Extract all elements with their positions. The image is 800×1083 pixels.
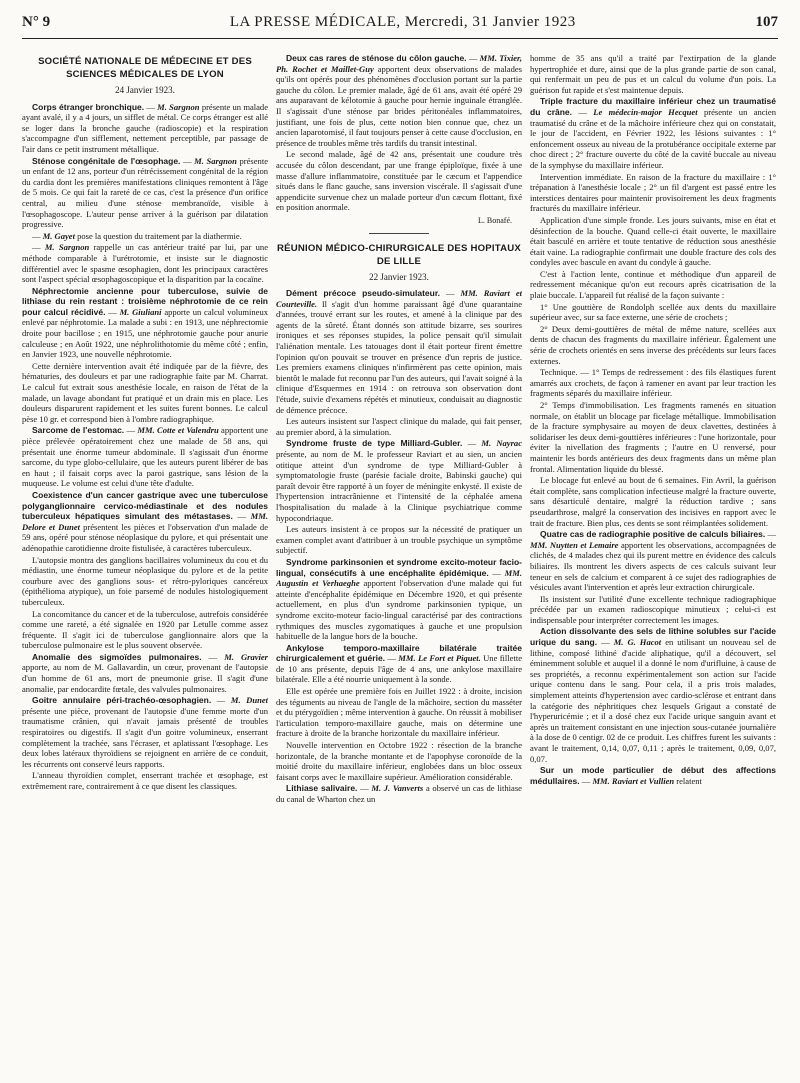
article-author: M. Gayet bbox=[42, 230, 75, 241]
article-author: M. Sargnon bbox=[44, 242, 90, 253]
article-paragraph: 1° Une gouttière de Rondolph scellée aux dents du maxillaire supérieur avec, sur sa face externe, une série de crochets ; bbox=[530, 301, 776, 323]
article-heading: Triple fracture du maxillaire inférieur chez un traumatisé du crâne. bbox=[530, 96, 776, 117]
article: Deux cas rares de sténose du côlon gauche. — MM. Tixier, Ph. Rochet et Maillet-Guy apportent deux observations de malades qu'ils ont opérés pour des phénomènes d'occlusion portant sur la partie gauche du côlon. Le premier malade, âgé de 61 ans, avait été opéré 29 ans auparavant de kélotomie à gauche pour hernie inguinale étranglée. Il s'agissait d'une sténose par brides péritonéales inflammatoires, justifiant, une fois de plus, cette notion bien connue que, chez un ancien laparotomisé, il faut toujours penser à cette cause d'occlusion, en présence de troubles même très tardifs du transit intestinal. bbox=[276, 53, 522, 148]
article-text: apportent deux observations de malades qu'ils ont opérés pour des phénomènes d'occlusion portant sur la partie gauche du côlon. Le premier malade, âgé de 61 ans, avait été opéré 29 ans auparavant de kélotomie à gauche pour hernie inguinale étranglée. Il s'agissait d'une sténose par brides péritonéales inflammatoires, justifiant, une fois de plus, cette notion bien connue que, chez un ancien laparotomisé, il faut toujours penser à cette cause d'occlusion, en présence de troubles même très tardifs du transit intestinal. bbox=[276, 63, 522, 148]
article-heading: Action dissolvante des sels de lithine solubles sur l'acide urique du sang. bbox=[530, 626, 776, 648]
article-paragraph: homme de 35 ans qu'il a traité par l'extirpation de la glande hypertrophiée et dure, ainsi que de la plus grande partie de son canal, qui renfermait un peu de pus et un calcul du volume d'un pois. La guérison fut rapide et s'est maintenue depuis. bbox=[530, 53, 776, 95]
article-text: Il s'agit d'un homme paraissant âgé d'une quarantaine d'années, trouvé errant sur les routes, et amené à la clinique par des agents de la sûreté. Étant donnés son attitude bizarre, ses sourires ironiques et ses réponses stupides, la police pensait qu'il simulait l'aliénation mentale. Les tatouages dont il était porteur firent émettre l'opinion qu'on pouvait se trouver en présence d'un repris de justice. Les premiers examens cliniques n'infirmèrent pas cette opinion, mais bientôt le malade fut reconnu par l'un des auteurs, qui l'avait soigné à la clinique d'Esquermes en 1914 : on retrouva son observation dont l'étude, suivie d'examens répétés et minutieux, conduisait au diagnostic de démence précoce. bbox=[276, 298, 522, 415]
section-title: SOCIÉTÉ NATIONALE DE MÉDECINE ET DES SCIENCES MÉDICALES DE LYON bbox=[38, 56, 252, 80]
article: Néphrectomie ancienne pour tuberculose, suivie de lithiase du rein restant : troisième néphrotomie de ce rein pour calcul récidivé. — M. Giuliani apporte un calcul volumineux enlevé par néphrotomie. La malade a subi : en 1913, une néphrectomie droite pour bacillose ; en 1915, une néphrotomie gauche pour anurie calculeuse ; en Août 1922, une néphrolithotomie du même côté ; enfin, en Janvier 1923, une nouvelle néphrotomie. bbox=[22, 285, 268, 360]
article-text: apportent une pièce prélevée opératoirement chez une malade de 58 ans, qui présentait une énorme tumeur abdominale. Il s'agissait d'un énorme sarcome, du type globo-cellulaire, que les auteurs purent libérer de bas en haut ; il faisait corps avec la paroi gastrique, sans lésion de la muqueuse. Le volume est celui d'une tête d'adulte. bbox=[22, 425, 268, 489]
article: Syndrome fruste de type Milliard-Gubler. — M. Nayrac présente, au nom de M. le professeur Raviart et au sien, un ancien otitique atteint d'un syndrome de type Milliard-Gubler à symptomatologie fruste (parésie faciale droite, Babinski gauche) qui paraît devoir être rapporté à un foyer de méningite enkysté. Il existe de l'hypertension intracrânienne et l'intensité de la céphalée amena l'hospitalisation du malade à la Clinique psychiatrique comme hypocondriaque. bbox=[276, 438, 522, 523]
article: Sarcome de l'estomac. — MM. Cotte et Valendru apportent une pièce prélevée opératoirement chez une malade de 58 ans, qui présentait une énorme tumeur abdominale. Il s'agissait d'un énorme sarcome, du type globo-cellulaire, que les auteurs purent libérer de bas en haut ; il faisait corps avec la paroi gastrique, sans lésion de la muqueuse. Le volume est celui d'une tête d'adulte. bbox=[22, 425, 268, 489]
divider bbox=[369, 233, 429, 234]
article-text: en utilisant un nouveau sel de lithine, composé lithiné d'acide aliphatique, qu'il a découvert, sel éminemment soluble et auquel il a donné le nom d'urifluine, à cause de ses propriétés, a reconnu expérimentalement son action sur l'acide urique contenu dans le sang. Pour cela, il a pris trois malades, simplement atteints d'hypertension avec cardio-sclérose et entrant dans la catégorie des néphritiques chez lesquels Grigaut a constaté de l'hyperuricémie ; et il a dosé chez eux l'acide urique sanguin avant et après un traitement consistant en une injection sous-cutanée journalière à la dose de 0 centigr. 02 de ce produit. Les chiffres furent les suivants : avant le traitement, 0,14, 0,07, 0,11 ; après le traitement, 0,09, 0,07, 0,07. bbox=[530, 637, 776, 764]
article-author: M. Sargnon bbox=[157, 101, 200, 112]
discussion: — M. Sargnon rappelle un cas antérieur traité par lui, par une méthode comparable à l'urétrotomie, et insiste sur le diagnostic différentiel avec le spasme œsophagien, dont les principaux caractères sont l'aspect spécial œsophagoscopique et la disparition par la cocaïne. bbox=[22, 242, 268, 285]
article-heading: Goitre annulaire péri-trachéo-œsophagien. bbox=[32, 695, 212, 706]
article: Syndrome parkinsonien et syndrome excito-moteur facio-lingual, consécutifs à une encéphalite épidémique. — MM. Augustin et Verhaeghe apportent l'observation d'une malade qui fut atteinte d'encéphalite épidémique en Décembre 1920, et qui présente actuellement, en plus d'un syndrome parkinsonien typique, un syndrome excito-moteur facio-lingual caractérisé par des contractions rythmiques des muscles zygomatiques à gauche et une propulsion habituelle de la langue hors de la bouche. bbox=[276, 556, 522, 642]
article-text: apportent l'observation d'une malade qui fut atteinte d'encéphalite épidémique en Décembre 1920, et qui présente actuellement, en plus d'un syndrome parkinsonien typique, un syndrome excito-moteur facio-lingual caractérisé par des contractions rythmiques des muscles zygomatiques à gauche et une propulsion habituelle de la langue hors de la bouche. bbox=[276, 578, 522, 642]
article-paragraph: Les auteurs insistent sur l'aspect clinique du malade, qui fait penser, au premier abord, à la simulation. bbox=[276, 416, 522, 437]
article-paragraph: Ils insistent sur l'utilité d'une excellente technique radiographique précédée par un examen radioscopique minutieux ; celui-ci est indispensable pour interpréter correctement les images. bbox=[530, 593, 776, 625]
article: Goitre annulaire péri-trachéo-œsophagien. — M. Dunet présente une pièce, provenant de l'autopsie d'une femme morte d'un traumatisme crânien, qui n'avait jamais présenté de troubles respiratoires ou digestifs. Il s'agit d'un goitre volumineux, enserrant complètement la trachée, sans l'écraser, et aplatissant l'œsophage. Les deux lobes latéraux thyroïdiens se rejoignent en arrière de ce conduit, les récurrents ont conservé leurs rapports. bbox=[22, 695, 268, 769]
article: Sur un mode particulier de début des affections médullaires. — MM. Raviart et Vullien relatent bbox=[530, 765, 776, 786]
article-author: M. Dunet bbox=[230, 695, 268, 706]
article-text: pose la question du traitement par la diathermie. bbox=[77, 230, 242, 241]
article-text: présente un enfant de 12 ans, porteur d'un rétrécissement congénital de la région du cardia dont les premières manifestations cliniques remontent à l'âge de 5 mois. Ce qui fait la rareté de ce cas, c'est la présence d'un orifice central, au milieu d'une sténose membranoïde, visible à l'œsophagoscope. L'auteur pense arriver à la guérison par dilatation progressive. bbox=[22, 155, 268, 230]
article-text: présente un malade ayant avalé, il y a 4 jours, un sifflet de métal. Ce corps étranger est allé se loger dans la bronche gauche (radioscopie) et la respiration s'accompagne d'un sifflement, nettement perceptible, par passage de l'air dans ce petit instrument métallique. bbox=[22, 101, 268, 154]
journal-title: LA PRESSE MÉDICALE, Mercredi, 31 Janvier 1923 bbox=[229, 14, 576, 30]
article-author: Le médecin-major Hecquet bbox=[593, 106, 698, 117]
article-heading: Dément précoce pseudo-simulateur. bbox=[286, 288, 441, 299]
article-paragraph: Le second malade, âgé de 42 ans, présentait une coudure très accusée du côlon descendant, par une frange épiploïque, fixée à une masse d'allure inflammatoire, constituée par le cæcum et l'appendice situés dans le flanc gauche, sans inversion viscérale. Il s'agissait d'une appendicite survenue chez un malade porteur d'un cæcum flottant, fixé en position anormale. bbox=[276, 149, 522, 213]
article-paragraph: L'autopsie montra des ganglions bacillaires volumineux du cou et du médiastin, une énorme tumeur néoplasique du pylore et de la petite courbure avec des ganglions sous- et rétro-pyloriques cancéreux (épithélioma atypique), un foie parsemé de nodules histologiquement tuberculeux. bbox=[22, 554, 268, 607]
article-text: apporte un calcul volumineux enlevé par néphrotomie. La malade a subi : en 1913, une néphrectomie droite pour bacillose ; en 1915, une néphrotomie gauche pour anurie calculeuse ; en Août 1922, une néphrolithotomie du même côté ; enfin, en Janvier 1923, une nouvelle néphrotomie. bbox=[22, 306, 268, 360]
article-text: présente, au nom de M. le professeur Raviart et au sien, un ancien otitique atteint d'un syndrome de type Milliard-Gubler à symptomatologie fruste (parésie faciale droite, Babinski gauche) qui paraît devoir être rapporté à un foyer de méningite enkysté. Il existe de l'hypertension intracrânienne et l'intensité de la céphalée amena l'hospitalisation du malade à la Clinique psychiatrique comme hypocondriaque. bbox=[276, 449, 522, 523]
article: Action dissolvante des sels de lithine solubles sur l'acide urique du sang. — M. G. Hacot en utilisant un nouveau sel de lithine, composé lithiné d'acide aliphatique, qu'il a découvert, sel éminemment soluble et auquel il a donné le nom d'urifluine, à cause de ses propriétés, a reconnu expérimentalement son action sur l'acide urique contenu dans le sang. Pour cela, il a pris trois malades, simplement atteints d'hypertension avec cardio-sclérose et entrant dans la catégorie des néphritiques chez lesquels Grigaut a constaté de l'hyperuricémie ; et il a dosé chez eux l'acide urique sanguin avant et après un traitement consistant en une injection sous-cutanée journalière à la dose de 0 centigr. 02 de ce produit. Les chiffres furent les suivants : avant le traitement, 0,14, 0,07, 0,11 ; après le traitement, 0,09, 0,07, 0,07. bbox=[530, 626, 776, 764]
article-text: présentent les pièces et l'observation d'un malade de 59 ans, opéré pour sténose néoplasique du pylore, et qui présentait une adénopathie carotidienne droite fistulisée, à caractères tuberculeux. bbox=[22, 521, 268, 553]
article-text: a observé un cas de lithiase du canal de Wharton chez un bbox=[276, 783, 522, 804]
article-paragraph: Technique. — 1° Temps de redressement : des fils élastiques furent amarrés aux crochets, de façon à ramener en avant par leur traction les fragments séparés du maxillaire inférieur. bbox=[530, 367, 776, 399]
article-heading: Lithiase salivaire. bbox=[286, 783, 358, 794]
article-heading: Anomalie des sigmoïdes pulmonaires. bbox=[32, 651, 202, 662]
article-author: M. Nayrac bbox=[481, 438, 522, 449]
column-1 bbox=[22, 53, 268, 1083]
article-heading: Sarcome de l'estomac. bbox=[32, 425, 125, 436]
column-2 bbox=[276, 53, 522, 1083]
article-text: rappelle un cas antérieur traité par lui, par une méthode comparable à l'urétrotomie, et insiste sur le diagnostic différentiel avec le spasme œsophagien, dont les principaux caractères sont l'aspect spécial œsophagoscopique et la disparition par la cocaïne. bbox=[22, 242, 268, 285]
article-paragraph: L'anneau thyroïdien complet, enserrant trachée et œsophage, est extrêmement rare, contrairement à ce que disent les classiques. bbox=[22, 770, 268, 791]
article: Anomalie des sigmoïdes pulmonaires. — M. Gravier apporte, au nom de M. Gallavardin, un cœur, provenant de l'autopsie d'un homme de 61 ans, mort de pneumonie grise. Il s'agit d'une anomalie, par endocardite fœtale, des valvules pulmonaires. bbox=[22, 651, 268, 694]
page-number: 107 bbox=[755, 14, 778, 30]
article-author: MM. Tixier, Ph. Rochet et Maillet-Guy bbox=[276, 53, 522, 74]
article: Sténose congénitale de l'œsophage. — M. Sargnon présente un enfant de 12 ans, porteur d'un rétrécissement congénital de la région du cardia dont les premières manifestations cliniques remontent à l'âge de 5 mois. Ce qui fait la rareté de ce cas, c'est la présence d'un orifice central, au milieu d'une sténose membranoïde, visible à l'œsophagoscope. L'auteur pense arriver à la guérison par dilatation progressive. bbox=[22, 155, 268, 230]
article-author: MM. Raviart et Courteville. bbox=[276, 288, 522, 309]
article-text: présente un ancien traumatisé du crâne et de la mâchoire inférieure chez qui on constatait, le jour de l'accident, en Février 1922, les lésions suivantes : 1° enfoncement osseux au niveau de la protubérance occipitale externe par choc direct ; 2° fracture ouverte du côté de la cavité buccale au niveau de la symphyse du maxillaire inférieur. bbox=[530, 106, 776, 170]
article-author: MM. Augustin et Verhaeghe bbox=[276, 567, 522, 589]
article-heading: Syndrome fruste de type Milliard-Gubler. bbox=[286, 438, 463, 449]
article-text: relatent bbox=[676, 775, 702, 786]
article: Triple fracture du maxillaire inférieur chez un traumatisé du crâne. — Le médecin-major Hecquet présente un ancien traumatisé du crâne et de la mâchoire inférieure chez qui on constatait, le jour de l'accident, en Février 1922, les lésions suivantes : 1° enfoncement osseux au niveau de la protubérance occipitale externe par choc direct ; 2° fracture ouverte du côté de la cavité buccale au niveau de la symphyse du maxillaire inférieur. bbox=[530, 96, 776, 170]
article-paragraph: Intervention immédiate. En raison de la fracture du maxillaire : 1° trépanation à l'anesthésie locale ; 2° un fil d'argent est passé entre les interstices dentaires pour maintenir provisoirement les deux fragments fracturés du maxillaire inférieur. bbox=[530, 171, 776, 214]
article-author: MM. Cotte et Valendru bbox=[137, 425, 219, 436]
article-author: M. G. Hacot bbox=[613, 637, 662, 648]
article-heading: Quatre cas de radiographie positive de calculs biliaires. bbox=[540, 529, 766, 540]
discussion: — M. Gayet pose la question du traitement par la diathermie. bbox=[32, 230, 242, 241]
article-heading: Corps étranger bronchique. bbox=[32, 101, 145, 112]
issue-number: N° 9 bbox=[22, 14, 51, 30]
session-date: 22 Janvier 1923. bbox=[369, 271, 429, 282]
signature: L. Bonafé. bbox=[478, 215, 512, 225]
article-author: MM. Raviart et Vullien bbox=[592, 775, 675, 786]
article: Quatre cas de radiographie positive de calculs biliaires. — MM. Nuytten et Lemaire apportent les observations, accompagnées de clichés, de 4 malades chez qui ils purent mettre en évidence des calculs biliaires. Ils montrent les divers aspects de ces calculs suivant leur teneur en sels de calcium et comparent à ce sujet des radiographies de vésicules avant l'intervention et après leur extraction chirurgicale. bbox=[530, 529, 776, 593]
article: Corps étranger bronchique. — M. Sargnon présente un malade ayant avalé, il y a 4 jours, un sifflet de métal. Ce corps étranger est allé se loger dans la bronche gauche (radioscopie) et la respiration s'accompagne d'un sifflement, nettement perceptible, par passage de l'air dans ce petit instrument métallique. bbox=[22, 101, 268, 154]
article-paragraph: Nouvelle intervention en Octobre 1922 : résection de la branche horizontale, de la branche montante et de l'apophyse coronoïde de la moitié droite du maxillaire inférieur, englobées dans un bloc osseux faisant corps avec le maxillaire supérieur. Amélioration considérable. bbox=[276, 740, 522, 782]
article-heading: Néphrectomie ancienne pour tuberculose, suivie de lithiase du rein restant : troisième néphrotomie de ce rein pour calcul récidivé. bbox=[22, 285, 268, 317]
section-title: RÉUNION MÉDICO-CHIRURGICALE DES HOPITAUX DE LILLE bbox=[277, 242, 521, 267]
article-heading: Sur un mode particulier de début des affections médullaires. bbox=[530, 765, 776, 786]
article: Coexistence d'un cancer gastrique avec une tuberculose polyganglionnaire cervico-médiastinale et des nodules tuberculeux hépatiques simulant des métastases. — MM. Delore et Dunet présentent les pièces et l'observation d'un malade de 59 ans, opéré pour sténose néoplasique du pylore, et qui présentait une adénopathie carotidienne droite fistulisée, à caractères tuberculeux. bbox=[22, 489, 268, 553]
article-heading: Deux cas rares de sténose du côlon gauche. bbox=[286, 53, 467, 63]
article-paragraph: Application d'une simple fronde. Les jours suivants, mise en état et désinfection de la bouche. Quand celle-ci était ouverte, le maxillaire était basculé en arrière et toute tentative de réduction sous anesthésie était vaine. La radiographie confirmait une double fracture des cols des condyles avec bascule en avant du condyle à gauche. bbox=[530, 214, 776, 268]
article-heading: Ankylose temporo-maxillaire bilatérale traitée chirurgicalement et guérie. bbox=[276, 642, 522, 664]
article-author: MM. Le Fort et Piquet. bbox=[398, 653, 481, 664]
article-heading: Syndrome parkinsonien et syndrome excito-moteur facio-lingual, consécutifs à une encéphalite épidémique. bbox=[276, 556, 522, 578]
article-paragraph: La concomitance du cancer et de la tuberculose, autrefois considérée comme une rareté, a été signalée en 1920 par Letulle comme assez fréquente. Il s'agit ici de tuberculose ganglionnaire alors que la tuberculose pulmonaire est le plus souvent observée. bbox=[22, 608, 268, 651]
article-text: présente une pièce, provenant de l'autopsie d'une femme morte d'un traumatisme crânien, qui n'avait jamais présenté de troubles respiratoires ou digestifs. Il s'agit d'un goitre volumineux, enserrant complètement la trachée, sans l'écraser, et aplatissant l'œsophage. Les deux lobes latéraux thyroïdiens se rejoignent en arrière de ce conduit, les récurrents ont conservé leurs rapports. bbox=[22, 705, 268, 769]
article: Lithiase salivaire. — M. J. Vanverts a observé un cas de lithiase du canal de Wharton chez un bbox=[276, 783, 522, 804]
article-heading: Sténose congénitale de l'œsophage. bbox=[32, 155, 181, 166]
session-date: 24 Janvier 1923. bbox=[115, 85, 175, 95]
page-header bbox=[22, 14, 778, 39]
article-paragraph: 2° Deux demi-gouttières de métal de même nature, scellées aux dents de chacun des fragments du maxillaire inférieur. Également une série de crochets orientés en sens inverse des précédents sur leurs faces externes. bbox=[530, 323, 776, 366]
article: Dément précoce pseudo-simulateur. — MM. Raviart et Courteville. Il s'agit d'un homme paraissant âgé d'une quarantaine d'années, trouvé errant sur les routes, et amené à la clinique par des agents de la sûreté. Étant donnés son attitude bizarre, ses sourires ironiques et ses réponses stupides, la police pensait qu'il simulait l'aliénation mentale. Les tatouages dont il était porteur firent émettre l'opinion qu'on pouvait se trouver en présence d'un repris de justice. Les premiers examens cliniques n'infirmèrent pas cette opinion, mais bientôt le malade fut reconnu par l'un des auteurs, qui l'avait soigné à la clinique d'Esquermes en 1914 : on retrouva son observation dont l'étude, suivie d'examens répétés et minutieux, conduisait au diagnostic de démence précoce. bbox=[276, 288, 522, 415]
article-text: apportent les observations, accompagnées de clichés, de 4 malades chez qui ils purent mettre en évidence des calculs biliaires. Ils montrent les divers aspects de ces calculs suivant leur teneur en sels de calcium et comparent à ce sujet des radiographies de vésicules avant l'intervention et après leur extraction chirurgicale. bbox=[530, 539, 776, 593]
article-author: MM. Delore et Dunet bbox=[22, 511, 268, 532]
article-paragraph: Le blocage fut enlevé au bout de 6 semaines. Fin Avril, la guérison était complète, sans complication infectieuse malgré la fracture ouverte, sans désarticulé dentaire, malgré la réduction tardive ; sans pseudarthrose, malgré la conservation des incisives en rapport avec le trait de fracture. Bien plus, ces dents se sont réimplantées solidement. bbox=[530, 475, 776, 528]
article-author: MM. Nuytten et Lemaire bbox=[530, 539, 619, 550]
article-author: M. J. Vanverts bbox=[371, 783, 424, 794]
article-text: Une fillette de 10 ans présente, depuis l'âge de 4 ans, une ankylose maxillaire bilatérale. Elle a été nourrie uniquement à la sonde. bbox=[276, 653, 522, 685]
article-heading: Coexistence d'un cancer gastrique avec une tuberculose polyganglionnaire cervico-médiastinale et des nodules tuberculeux hépatiques simulant des métastases. bbox=[22, 489, 268, 522]
article-author: M. Gravier bbox=[224, 651, 268, 662]
article-paragraph: C'est à l'action lente, continue et méthodique d'un appareil de redressement mécanique qu'on eut recours après cicatrisation de la plaie buccale. L'appareil fut réalisé de la façon suivante : bbox=[530, 268, 776, 301]
article-paragraph: Elle est opérée une première fois en Juillet 1922 : à droite, incision des téguments au niveau de l'angle de la mâchoire, section du masséter et du ptérygoïdien ; même intervention à gauche. On réussit à mobiliser l'articulation temporo-maxillaire gauche, mais on détermine une fracture à droite de la branche horizontale du maxillaire inférieur. bbox=[276, 686, 522, 739]
article-text: apporte, au nom de M. Gallavardin, un cœur, provenant de l'autopsie d'un homme de 61 ans, mort de pneumonie grise. Il s'agit d'une anomalie, par endocardite fœtale, des valvules pulmonaires. bbox=[22, 662, 268, 694]
article-paragraph: 2° Temps d'immobilisation. Les fragments ramenés en situation normale, on établit un blocage par ficelage métallique. Immobilisation de la fracture symphysaire au moyen de deux clavettes, destinées à solidariser les deux demi-gouttières inférieures : l'une horizontale, pour éviter la nivellation des fragments ; l'autre en U renversé, pour maintenir les bords antérieurs des deux fragments dans un même plan frontal. Alimentation liquide du blessé. bbox=[530, 400, 776, 474]
article-author: M. Sargnon bbox=[194, 155, 237, 166]
article-paragraph: Cette dernière intervention avait été indiquée par de la fièvre, des hématuries, des douleurs et par une radiographie faite par M. Charrat. Le calcul fut extrait sous anesthésie locale, en raison de l'état de la malade, un lavage abondant fut pratiqué et un drain mis en place. Les douleurs disparurent rapidement et les suites furent bonnes. Le calcul pèse 10 gr. et correspond bien à l'ombre radiographique. bbox=[22, 360, 268, 424]
article-author: M. Giuliani bbox=[119, 306, 162, 317]
article-paragraph: Les auteurs insistent à ce propos sur la nécessité de pratiquer un examen complet avant d'attribuer à un trouble psychique un symptôme subjectif. bbox=[276, 524, 522, 556]
column-3 bbox=[530, 53, 776, 1083]
article: Ankylose temporo-maxillaire bilatérale traitée chirurgicalement et guérie. — MM. Le Fort et Piquet. Une fillette de 10 ans présente, depuis l'âge de 4 ans, une ankylose maxillaire bilatérale. Elle a été nourrie uniquement à la sonde. bbox=[276, 642, 522, 685]
columns bbox=[22, 53, 778, 1083]
